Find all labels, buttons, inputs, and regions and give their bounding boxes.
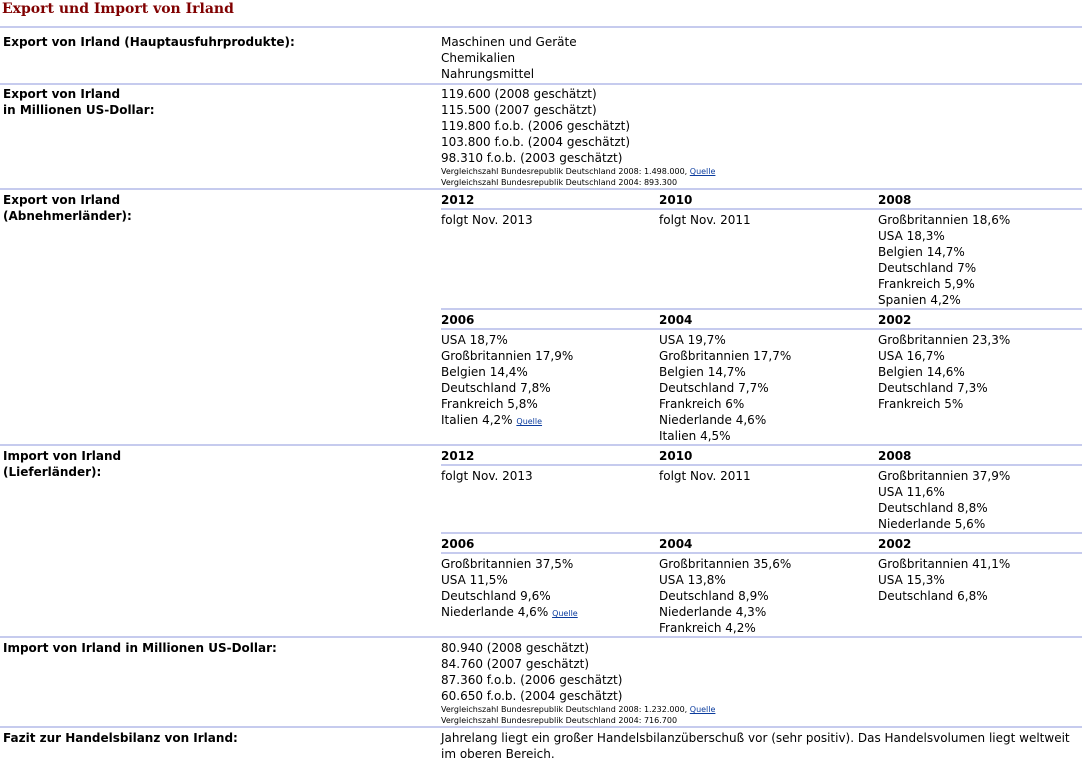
list-item: folgt Nov. 2011 bbox=[659, 469, 751, 483]
year-heading: 2006 bbox=[441, 537, 475, 551]
list-item: Frankreich 5,9% bbox=[878, 277, 975, 291]
list-item: Großbritannien 37,5% bbox=[441, 557, 574, 571]
item-text: Niederlande 4,6% bbox=[441, 605, 549, 619]
divider bbox=[0, 83, 1082, 85]
list-item: Italien 4,5% bbox=[659, 429, 731, 443]
year-heading: 2008 bbox=[878, 193, 912, 207]
export-2012-cell bbox=[441, 192, 533, 228]
label-line: (Lieferländer): bbox=[3, 465, 102, 479]
list-item: Frankreich 5,8% bbox=[441, 397, 538, 411]
label-line: Export von Irland bbox=[3, 87, 121, 101]
import-2006-cell bbox=[441, 536, 578, 620]
list-item: Belgien 14,7% bbox=[878, 245, 965, 259]
list-item: Frankreich 4,2% bbox=[659, 621, 756, 635]
list-item: Großbritannien 41,1% bbox=[878, 557, 1011, 571]
list-item: Deutschland 7% bbox=[878, 261, 977, 275]
source-link[interactable]: Quelle bbox=[552, 609, 578, 618]
list-item: Deutschland 7,7% bbox=[659, 381, 769, 395]
list-item: Deutschland 7,8% bbox=[441, 381, 551, 395]
fazit-text: Jahrelang liegt ein großer Handelsbilanzüberschuß vor (sehr positiv). Das Handelsvolumen liegt weltweit im oberen Bereich. bbox=[441, 731, 1070, 761]
note-text: Vergleichszahl Bundesrepublik Deutschland 2008: 1.498.000, bbox=[441, 167, 688, 176]
label-export-usd bbox=[3, 86, 155, 118]
year-heading: 2010 bbox=[659, 193, 693, 207]
source-link[interactable]: Quelle bbox=[689, 167, 716, 176]
list-item: Großbritannien 23,3% bbox=[878, 333, 1011, 347]
source-link[interactable]: Quelle bbox=[689, 705, 716, 714]
source-link[interactable]: Quelle bbox=[516, 417, 543, 426]
list-item: Chemikalien bbox=[441, 51, 516, 65]
subdivider bbox=[441, 532, 1082, 534]
list-item: USA 15,3% bbox=[878, 573, 945, 587]
value-line: 87.360 f.o.b. (2006 geschätzt) bbox=[441, 673, 623, 687]
note-text: Vergleichszahl Bundesrepublik Deutschland 2008: 1.232.000, bbox=[441, 705, 688, 714]
page-title: Export und Import von Irland bbox=[2, 1, 234, 17]
list-item: Deutschland 9,6% bbox=[441, 589, 551, 603]
import-2004-cell bbox=[659, 536, 791, 636]
value-line: 119.600 (2008 geschätzt) bbox=[441, 87, 597, 101]
label-fazit: Fazit zur Handelsbilanz von Irland: bbox=[3, 731, 238, 745]
list-item: Deutschland 6,8% bbox=[878, 589, 988, 603]
divider bbox=[0, 444, 1082, 446]
list-item: Niederlande 4,3% bbox=[659, 605, 767, 619]
year-heading: 2012 bbox=[441, 449, 475, 463]
year-heading: 2002 bbox=[878, 313, 912, 327]
list-item: Großbritannien 37,9% bbox=[878, 469, 1011, 483]
year-heading: 2012 bbox=[441, 193, 475, 207]
comparison-note bbox=[441, 166, 715, 177]
value-line: 98.310 f.o.b. (2003 geschätzt) bbox=[441, 151, 623, 165]
export-2008-cell bbox=[878, 192, 1010, 308]
list-item: Belgien 14,7% bbox=[659, 365, 746, 379]
divider bbox=[0, 26, 1082, 28]
value-line: 119.800 f.o.b. (2006 geschätzt) bbox=[441, 119, 631, 133]
value-line: 80.940 (2008 geschätzt) bbox=[441, 641, 590, 655]
value-line: 60.650 f.o.b. (2004 geschätzt) bbox=[441, 689, 623, 703]
value-line: 115.500 (2007 geschätzt) bbox=[441, 103, 597, 117]
list-item bbox=[441, 412, 573, 428]
export-2002-cell bbox=[878, 312, 1010, 412]
list-item: folgt Nov. 2013 bbox=[441, 469, 533, 483]
export-2006-cell bbox=[441, 312, 573, 428]
label-hauptprodukte: Export von Irland (Hauptausfuhrprodukte): bbox=[3, 35, 295, 49]
list-item: USA 18,3% bbox=[878, 229, 945, 243]
export-2010-cell bbox=[659, 192, 751, 228]
list-item: Belgien 14,4% bbox=[441, 365, 528, 379]
list-item: folgt Nov. 2013 bbox=[441, 213, 533, 227]
year-heading: 2006 bbox=[441, 313, 475, 327]
export-usd-values bbox=[441, 86, 715, 188]
list-item: USA 16,7% bbox=[878, 349, 945, 363]
list-item: Belgien 14,6% bbox=[878, 365, 965, 379]
label-import-laender bbox=[3, 448, 121, 480]
list-item: Großbritannien 17,9% bbox=[441, 349, 574, 363]
list-item: USA 13,8% bbox=[659, 573, 726, 587]
list-item: Großbritannien 18,6% bbox=[878, 213, 1011, 227]
value-line: 84.760 (2007 geschätzt) bbox=[441, 657, 590, 671]
label-export-laender bbox=[3, 192, 132, 224]
list-item: Spanien 4,2% bbox=[878, 293, 961, 307]
list-item: Deutschland 8,9% bbox=[659, 589, 769, 603]
import-2008-cell bbox=[878, 448, 1010, 532]
list-item: Frankreich 5% bbox=[878, 397, 964, 411]
list-item: USA 18,7% bbox=[441, 333, 508, 347]
divider bbox=[0, 188, 1082, 190]
comparison-note bbox=[441, 704, 715, 715]
list-item: Großbritannien 35,6% bbox=[659, 557, 792, 571]
list-item: Maschinen und Geräte bbox=[441, 35, 577, 49]
list-item: Großbritannien 17,7% bbox=[659, 349, 792, 363]
item-text: Italien 4,2% bbox=[441, 413, 513, 427]
list-item: Niederlande 5,6% bbox=[878, 517, 986, 531]
divider bbox=[0, 726, 1082, 728]
divider bbox=[0, 636, 1082, 638]
list-item: USA 19,7% bbox=[659, 333, 726, 347]
label-import-usd: Import von Irland in Millionen US-Dollar: bbox=[3, 641, 277, 655]
list-item: USA 11,6% bbox=[878, 485, 945, 499]
list-item: Deutschland 7,3% bbox=[878, 381, 988, 395]
export-2004-cell bbox=[659, 312, 791, 444]
label-line: in Millionen US-Dollar: bbox=[3, 103, 155, 117]
comparison-note: Vergleichszahl Bundesrepublik Deutschland 2004: 893.300 bbox=[441, 178, 678, 187]
label-line: Export von Irland bbox=[3, 193, 121, 207]
comparison-note: Vergleichszahl Bundesrepublik Deutschland 2004: 716.700 bbox=[441, 716, 678, 725]
year-heading: 2002 bbox=[878, 537, 912, 551]
value-line: 103.800 f.o.b. (2004 geschätzt) bbox=[441, 135, 631, 149]
import-usd-values bbox=[441, 640, 715, 726]
list-item: Nahrungsmittel bbox=[441, 67, 535, 81]
import-2002-cell bbox=[878, 536, 1010, 604]
year-heading: 2004 bbox=[659, 313, 693, 327]
list-item: Niederlande 4,6% bbox=[659, 413, 767, 427]
import-2010-cell bbox=[659, 448, 751, 484]
year-heading: 2010 bbox=[659, 449, 693, 463]
list-item: Deutschland 8,8% bbox=[878, 501, 988, 515]
list-item: folgt Nov. 2011 bbox=[659, 213, 751, 227]
label-line: (Abnehmerländer): bbox=[3, 209, 132, 223]
year-heading: 2004 bbox=[659, 537, 693, 551]
subdivider bbox=[441, 308, 1082, 310]
list-item: Frankreich 6% bbox=[659, 397, 745, 411]
hauptprodukte-list bbox=[441, 34, 577, 82]
list-item bbox=[441, 604, 578, 620]
import-2012-cell bbox=[441, 448, 533, 484]
label-line: Import von Irland bbox=[3, 449, 122, 463]
list-item: USA 11,5% bbox=[441, 573, 508, 587]
year-heading: 2008 bbox=[878, 449, 912, 463]
